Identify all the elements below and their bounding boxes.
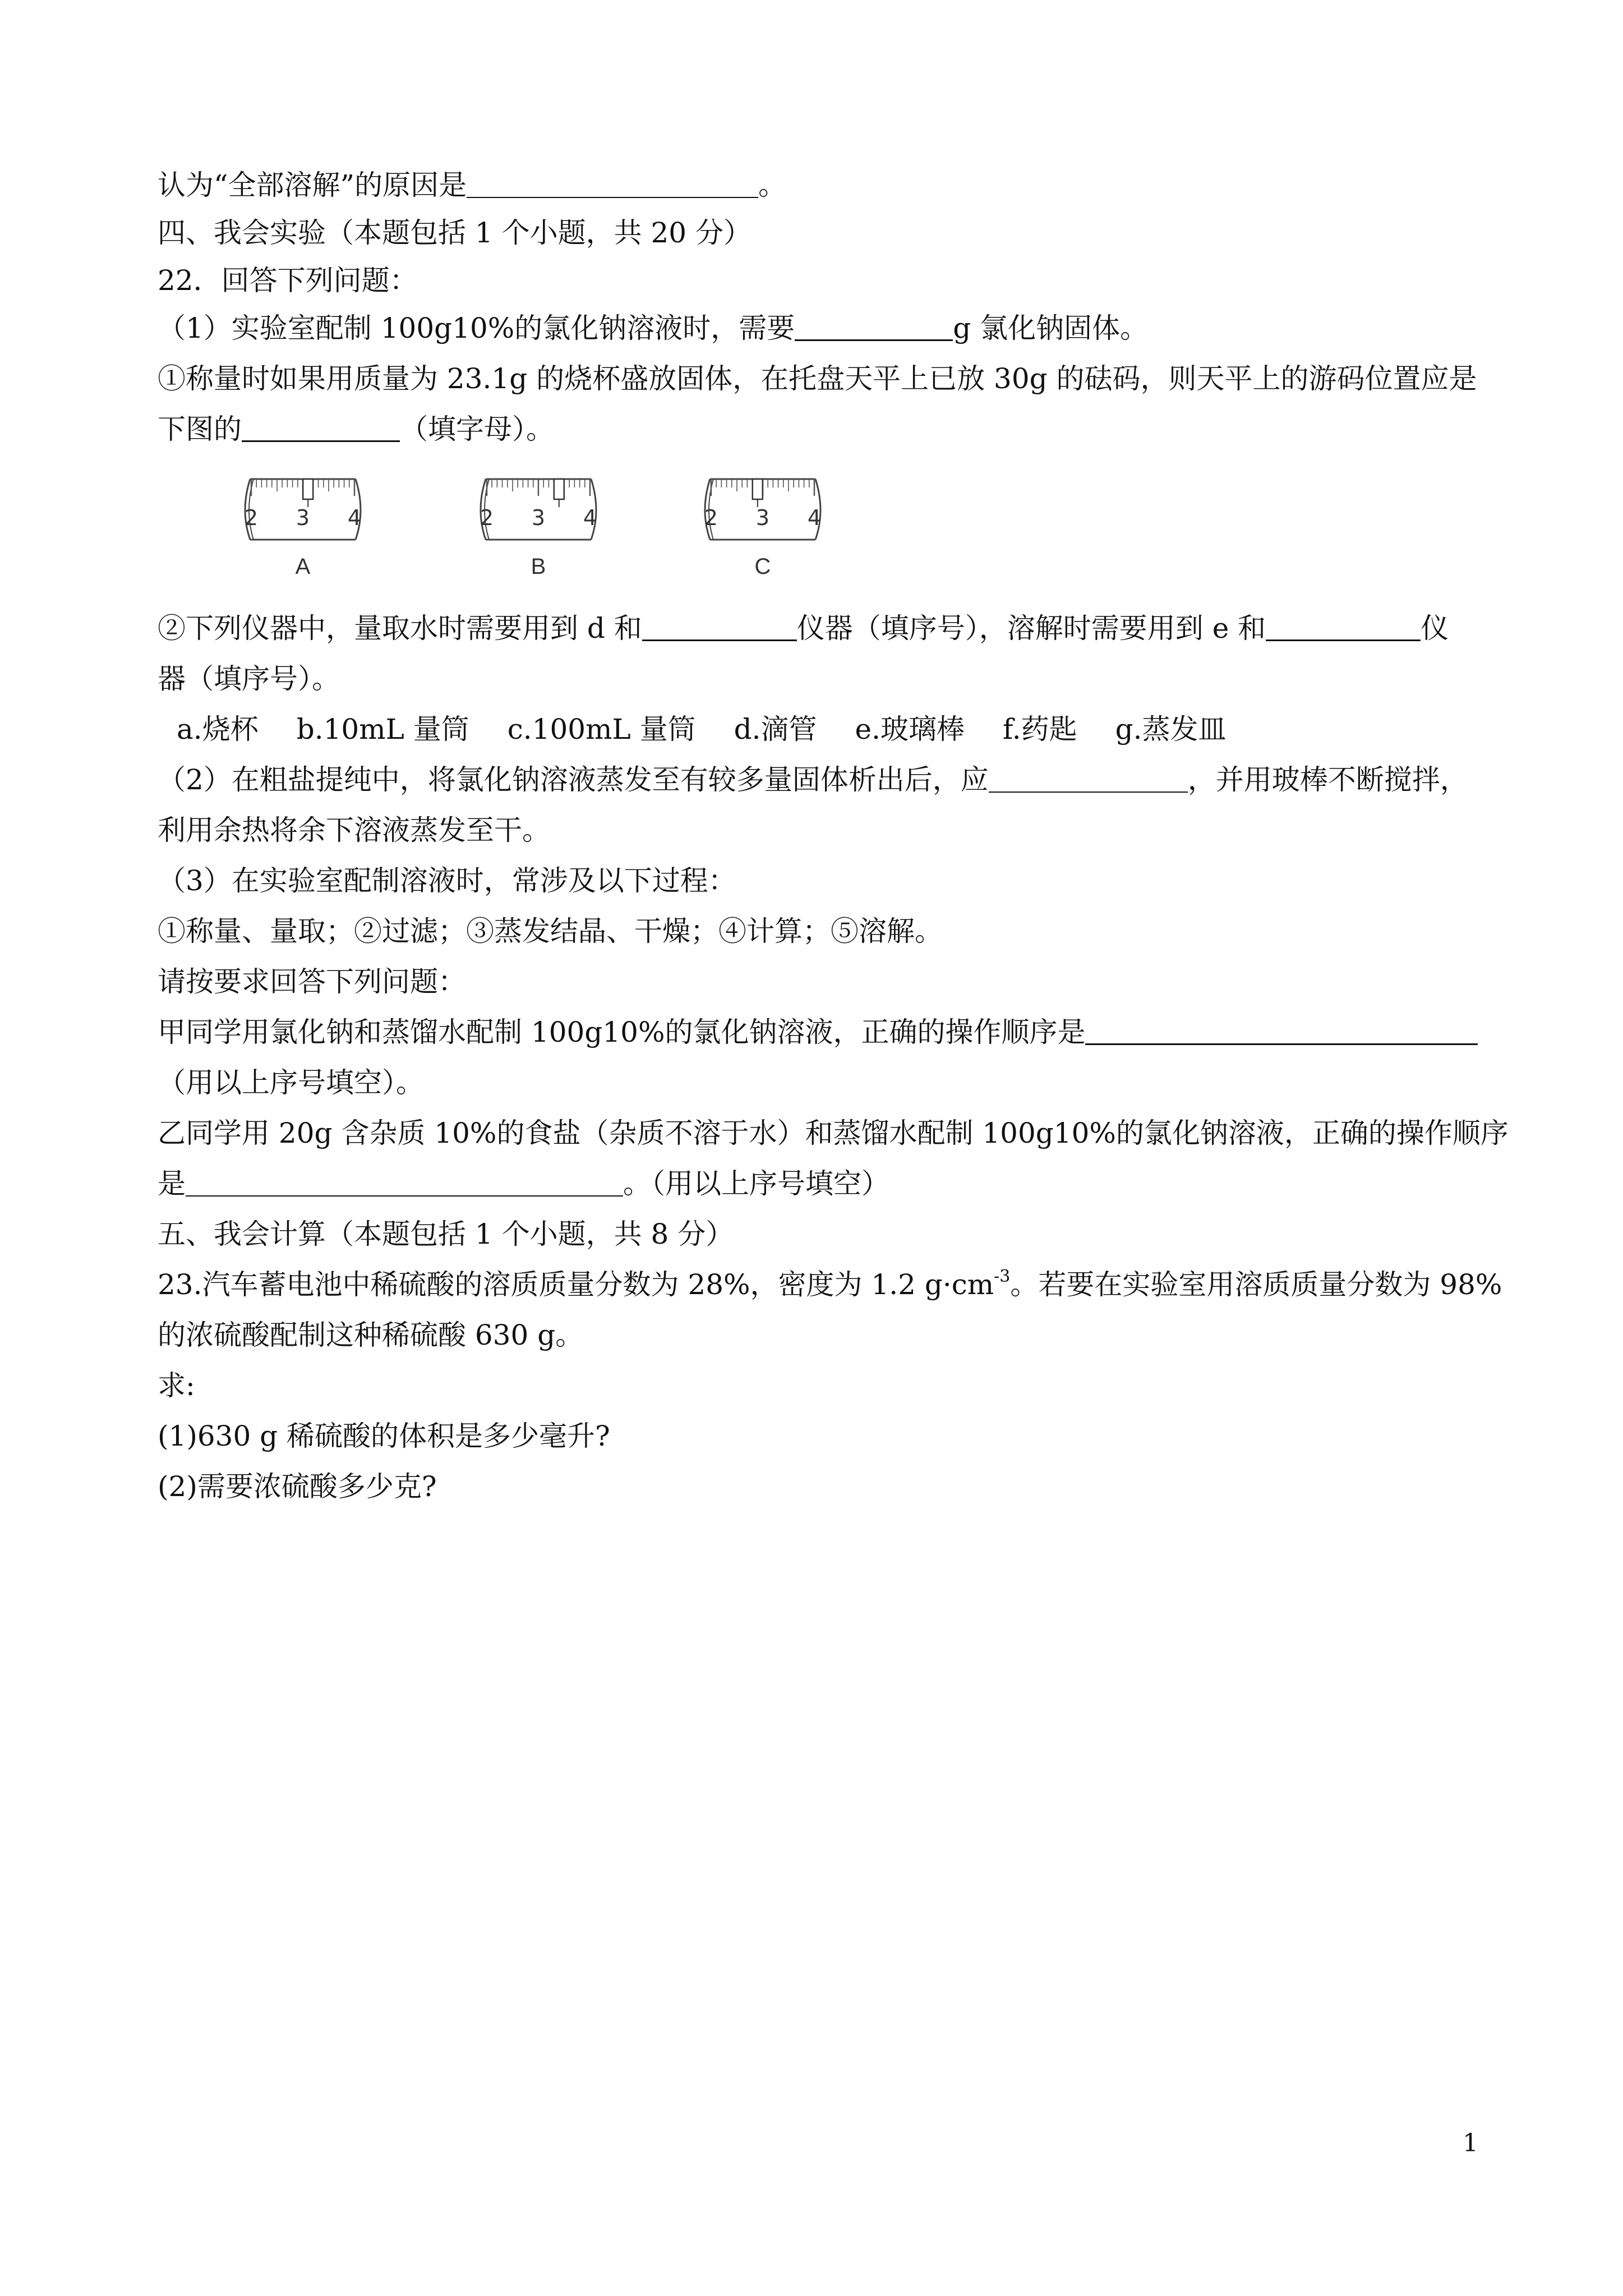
ruler-tick-label: 3 [296,505,310,530]
ruler-tick-label: 3 [531,505,546,530]
q22-yi-line-1: 乙同学用 20g 含杂质 10%的食盐（杂质不溶于水）和蒸馏水配制 100g10%的氯化钠溶液，正确的操作顺序 [158,1117,1509,1149]
q22-yi-line-2: 是 。（用以上序号填空） [158,1167,889,1200]
answer-blank[interactable] [186,1170,623,1197]
q22-sub-1-line-2: 下图的 （填字母）。 [158,413,554,445]
answer-blank[interactable] [1085,1018,1478,1045]
q22-part-3-line-1: （3）在实验室配制溶液时，常涉及以下过程： [158,864,736,897]
ruler-a[interactable] [236,471,370,583]
question-23-line-2: 的浓硫酸配制这种稀硫酸 630 g。 [158,1319,584,1351]
rider-marker [303,479,313,499]
q22-part-2-line-1: （2）在粗盐提纯中，将氯化钠溶液蒸发至有较多量固体析出后，应 ，并用玻棒不断搅拌， [158,763,1468,796]
prev-question-tail: 认为“全部溶解”的原因是 。 [158,169,787,201]
option-item: c.100mL 量筒 [507,713,696,746]
answer-blank[interactable] [1266,614,1421,641]
option-item: a.烧杯 [177,713,259,746]
option-item: b.10mL 量筒 [296,713,469,746]
section-5-heading: 五、我会计算（本题包括 1 个小题，共 8 分） [158,1218,734,1250]
answer-blank[interactable] [795,314,953,341]
q22-part-3-line-2: ①称量、量取；②过滤；③蒸发结晶、干燥；④计算；⑤溶解。 [158,915,943,947]
q22-part-3-line-3: 请按要求回答下列问题： [158,965,466,998]
ruler-figure [236,471,864,583]
option-item: g.蒸发皿 [1115,713,1227,746]
ruler-tick-label: 2 [704,505,718,530]
question-22-title: 22．回答下列问题： [158,264,418,297]
q22-part-2-line-2: 利用余热将余下溶液蒸发至干。 [158,814,550,846]
ruler-tick-label: 2 [244,505,259,530]
answer-blank[interactable] [989,766,1188,793]
ruler-label: B [531,554,546,579]
question-23-ask: 求: [158,1369,195,1402]
page-number: 1 [1463,2129,1478,2157]
q22-sub-2-line-2: 器（填序号）。 [158,662,340,695]
ruler-tick-label: 4 [807,505,822,530]
ruler-tick-label: 4 [347,505,362,530]
q22-jia-line-2: （用以上序号填空）。 [158,1066,424,1099]
question-23-line-1: 23.汽车蓄电池中稀硫酸的溶质质量分数为 28%，密度为 1.2 $g\cdot cm^{-3}$。若要在实验室用溶质质量分数为 98% [158,1267,1502,1301]
q22-sub-2-line-1: ②下列仪器中，量取水时需要用到 d 和 仪器（填序号），溶解时需要用到 e 和 仪 [158,612,1449,645]
section-4-heading: 四、我会实验（本题包括 1 个小题，共 20 分） [158,217,752,249]
rider-scale-b-icon [471,471,606,550]
q22-sub-1-line-1: ①称量时如果用质量为 23.1g 的烧杯盛放固体，在托盘天平上已放 30g 的砝码，则天平上的游码位置应是 [158,362,1477,395]
ruler-label: A [295,554,311,579]
q22-part-1: （1）实验室配制 100g10%的氯化钠溶液时，需要 g 氯化钠固体。 [158,312,1149,344]
option-item: d.滴管 [734,713,817,746]
ruler-label: C [754,554,771,579]
q22-jia-line-1: 甲同学用氯化钠和蒸馏水配制 100g10%的氯化钠溶液，正确的操作顺序是 [158,1015,1492,1049]
instrument-options [177,712,1511,746]
ruler-c[interactable] [695,471,830,583]
ruler-b[interactable] [471,471,606,583]
answer-blank[interactable] [242,415,400,442]
option-item: f.药匙 [1002,713,1077,746]
rider-scale-c-icon [695,471,830,550]
question-23-sub-1: (1)630 g 稀硫酸的体积是多少毫升? [158,1420,610,1452]
ruler-tick-label: 2 [479,505,494,530]
option-item: e.玻璃棒 [855,713,965,746]
ruler-tick-label: 3 [755,505,770,530]
question-23-sub-2: (2)需要浓硫酸多少克? [158,1470,437,1503]
answer-blank[interactable] [642,614,797,641]
ruler-tick-label: 4 [583,505,597,530]
answer-blank[interactable] [467,171,758,198]
rider-marker [753,479,763,499]
rider-scale-a-icon [236,471,370,550]
rider-marker [554,479,564,499]
